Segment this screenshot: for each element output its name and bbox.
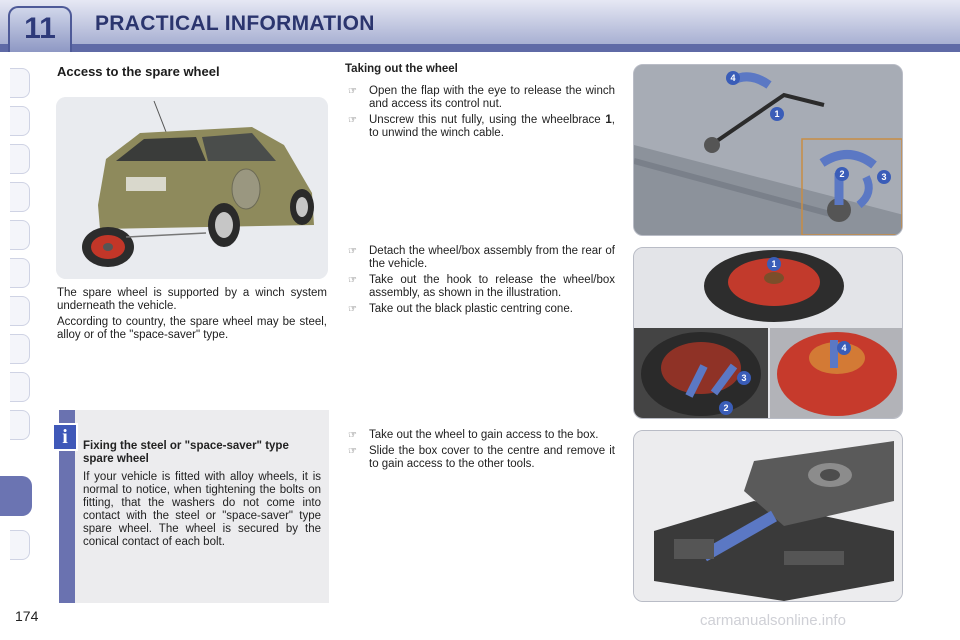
step-text: Slide the box cover to the centre and remove it to gain access to the other tools. [369,445,615,470]
list-item [345,85,615,111]
procedure-steps-3 [345,429,615,474]
callout-label: 3 [881,172,887,182]
step-text: , to unwind the winch cable. [369,114,615,139]
info-icon: i [52,423,78,451]
bullet-icon: ☞ [348,304,357,315]
bullet-icon: ☞ [348,115,357,126]
step-text: Detach the wheel/box assembly from the rear of the vehicle. [369,245,615,270]
index-tab [10,144,30,174]
index-tab [10,334,30,364]
intro-paragraph: The spare wheel is supported by a winch system underneath the vehicle. [57,287,327,312]
step-text: Take out the hook to release the wheel/box assembly, as shown in the illustration. [369,274,615,299]
bullet-icon: ☞ [348,430,357,441]
step-text: Take out the wheel to gain access to the box. [369,429,599,441]
index-tab [10,106,30,136]
index-tab [10,372,30,402]
index-tab [10,68,30,98]
watermark: carmanualsonline.info [700,612,846,629]
bullet-icon: ☞ [348,86,357,97]
callout-label: 4 [730,73,736,83]
step-callout: 1 [605,114,612,126]
step-text: Open the flap with the eye to release the winch and access its control nut. [369,85,615,110]
procedure-title: Taking out the wheel [345,63,458,75]
info-box-title: Fixing the steel or "space-saver" type spare wheel [83,440,289,465]
car-spare-wheel-illustration [56,97,328,279]
callout-label: 2 [839,169,845,179]
callout-label: 1 [774,109,780,119]
index-tab [10,258,30,288]
trunk-floor-winch-illustration [633,64,903,236]
list-item [345,274,615,300]
index-tab [10,296,30,326]
list-item [345,429,615,442]
page-title: PRACTICAL INFORMATION [95,12,375,35]
bullet-icon: ☞ [348,275,357,286]
callout-label: 2 [723,403,729,413]
chapter-number: 11 [24,12,56,45]
procedure-steps-1 [345,85,615,143]
step-text: Unscrew this nut fully, using the wheelbrace [369,114,606,126]
step-text: Take out the black plastic centring cone. [369,303,573,315]
section-title: Access to the spare wheel [57,64,220,79]
procedure-steps-2 [345,245,615,319]
bullet-icon: ☞ [348,446,357,457]
wheel-hook-illustration [633,247,903,419]
index-tab [10,530,30,560]
callout-label: 3 [741,373,747,383]
index-tab [10,182,30,212]
active-chapter-tab [0,476,32,516]
list-item [345,245,615,271]
index-tab [10,410,30,440]
chapter-tab [8,6,72,52]
list-item [345,303,615,316]
callout-label: 1 [771,259,777,269]
index-tab [10,220,30,250]
tool-box-illustration [633,430,903,602]
callout-label: 4 [841,343,847,353]
wheel-type-paragraph: According to country, the spare wheel may be steel, alloy or of the "space-saver" type. [57,316,327,341]
bullet-icon: ☞ [348,246,357,257]
list-item [345,114,615,140]
list-item [345,445,615,471]
header-band [0,44,960,52]
info-box-text: If your vehicle is fitted with alloy wheels, it is normal to notice, when tightening the bolts on fitting, that the washers do not come into contact with the steel or "space-saver" type spare wheel. The wheel is secured by the conical contact of each bolt. [83,471,321,549]
page-number: 174 [15,608,39,624]
